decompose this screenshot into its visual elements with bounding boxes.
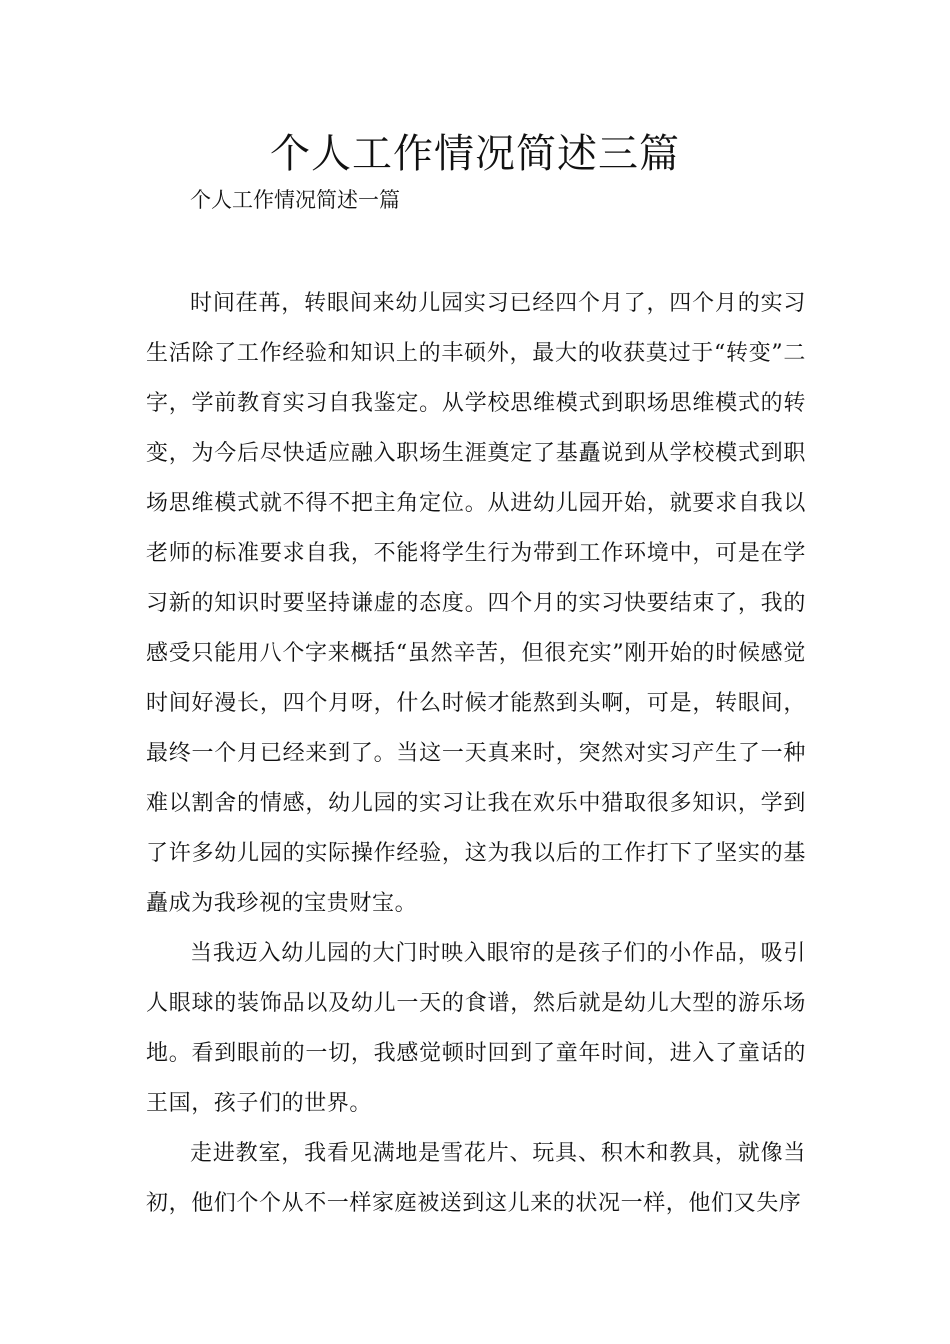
paragraph: 当我迈入幼儿园的大门时映入眼帘的是孩子们的小作品，吸引人眼球的装饰品以及幼儿一天的食谱，然后就是幼儿大型的游乐场地。看到眼前的一切，我感觉顿时回到了童年时间，进入了童话的王国，孩子们的世界。 (146, 941, 806, 1116)
document-title: 个人工作情况简述三篇 (270, 131, 680, 177)
paragraph: 走进教室，我看见满地是雪花片、玩具、积木和教具，就像当初，他们个个从不一样家庭被送到这儿来的状况一样，他们又失序 (146, 1141, 806, 1216)
document-body (146, 279, 806, 1229)
document-subtitle: 个人工作情况简述一篇 (190, 188, 400, 212)
paragraph: 时间荏苒，转眼间来幼儿园实习已经四个月了，四个月的实习生活除了工作经验和知识上的丰硕外，最大的收获莫过于“转变”二字，学前教育实习自我鉴定。从学校思维模式到职场思维模式的转变，为今后尽快适应融入职场生涯奠定了基矗说到从学校模式到职场思维模式就不得不把主角定位。从进幼儿园开始，就要求自我以老师的标准要求自我，不能将学生行为带到工作环境中，可是在学习新的知识时要坚持谦虚的态度。四个月的实习快要结束了，我的感受只能用八个字来概括“虽然辛苦，但很充实”刚开始的时候感觉时间好漫长，四个月呀，什么时候才能熬到头啊，可是，转眼间，最终一个月已经来到了。当这一天真来时，突然对实习产生了一种难以割舍的情感，幼儿园的实习让我在欢乐中猎取很多知识，学到了许多幼儿园的实际操作经验，这为我以后的工作打下了坚实的基矗成为我珍视的宝贵财宝。 (146, 291, 806, 916)
